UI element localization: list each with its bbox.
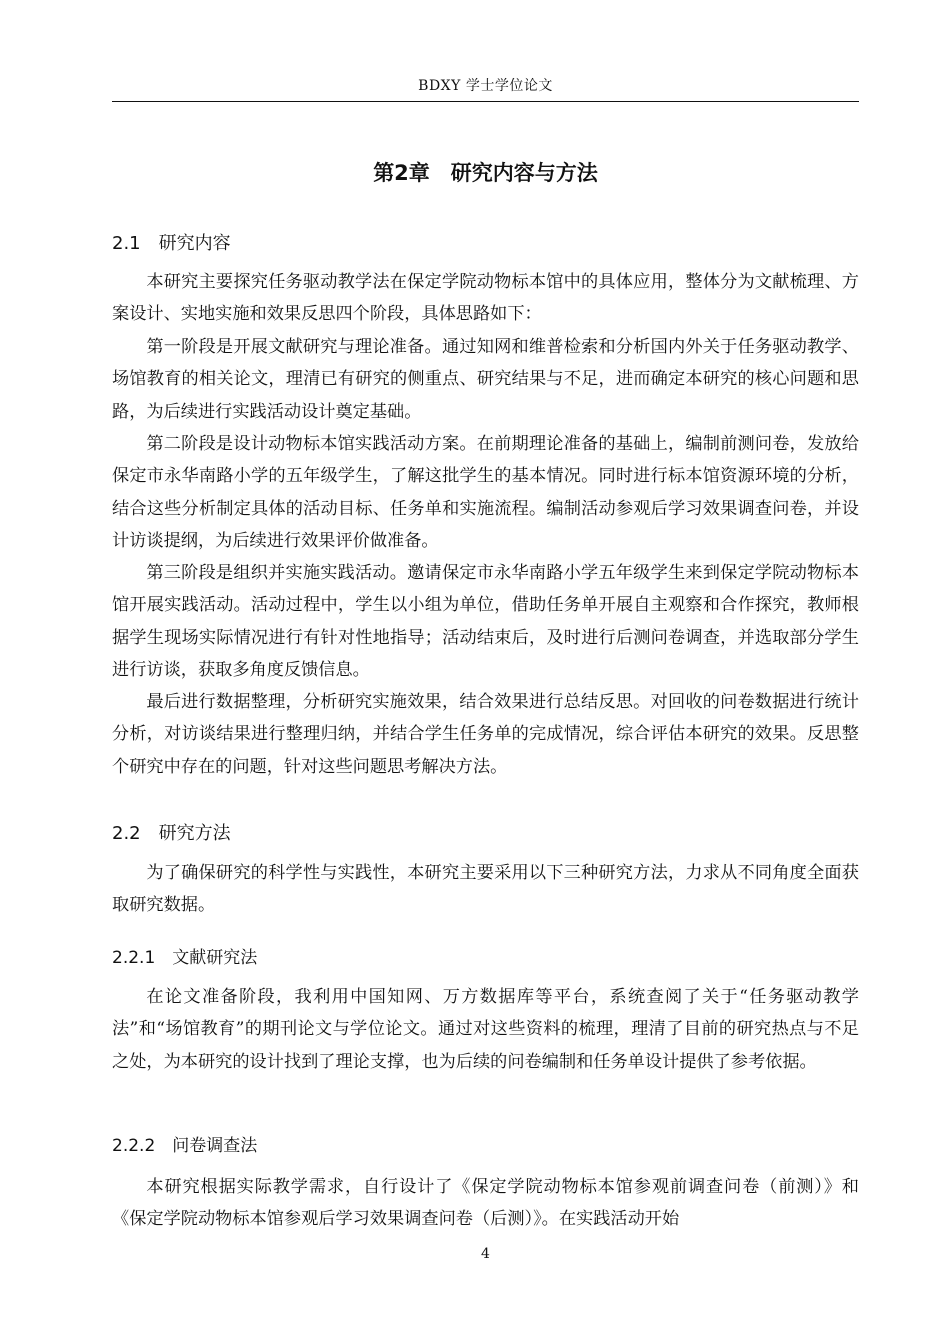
paragraph: 第三阶段是组织并实施实践活动。邀请保定市永华南路小学五年级学生来到保定学院动物标本馆开展实践活动。活动过程中，学生以小组为单位，借助任务单开展自主观察和合作探究，教师根据学生现场实际情况进行有针对性地指导；活动结束后，及时进行后测问卷调查，并选取部分学生进行访谈，获取多角度反馈信息。: [112, 563, 859, 680]
paragraph: 本研究主要探究任务驱动教学法在保定学院动物标本馆中的具体应用，整体分为文献梳理、方案设计、实地实施和效果反思四个阶段，具体思路如下：: [112, 272, 859, 325]
subsection-heading-2-2-1: 2.2.1 文献研究法: [112, 948, 258, 968]
section-heading-2-1: 2.1 研究内容: [112, 233, 231, 254]
chapter-title: 第2章 研究内容与方法: [373, 161, 598, 185]
page-number: 4: [481, 1246, 490, 1262]
paragraph: 第一阶段是开展文献研究与理论准备。通过知网和维普检索和分析国内外关于任务驱动教学、场馆教育的相关论文，理清已有研究的侧重点、研究结果与不足，进而确定本研究的核心问题和思路，为后续进行实践活动设计奠定基础。: [112, 337, 859, 422]
paragraph: 第二阶段是设计动物标本馆实践活动方案。在前期理论准备的基础上，编制前测问卷，发放给保定市永华南路小学的五年级学生，了解这批学生的基本情况。同时进行标本馆资源环境的分析，结合这些分析制定具体的活动目标、任务单和实施流程。编制活动参观后学习效果调查问卷，并设计访谈提纲，为后续进行效果评价做准备。: [112, 434, 859, 551]
paragraph: 最后进行数据整理，分析研究实施效果，结合效果进行总结反思。对回收的问卷数据进行统计分析，对访谈结果进行整理归纳，并结合学生任务单的完成情况，综合评估本研究的效果。反思整个研究中存在的问题，针对这些问题思考解决方法。: [112, 692, 859, 777]
paragraph: 在论文准备阶段，我利用中国知网、万方数据库等平台，系统查阅了关于“任务驱动教学法”和“场馆教育”的期刊论文与学位论文。通过对这些资料的梳理，理清了目前的研究热点与不足之处，为本研究的设计找到了理论支撑，也为后续的问卷编制和任务单设计提供了参考依据。: [112, 987, 859, 1072]
paragraph: 本研究根据实际教学需求，自行设计了《保定学院动物标本馆参观前调查问卷（前测）》和《保定学院动物标本馆参观后学习效果调查问卷（后测）》。在实践活动开始: [112, 1177, 859, 1230]
section-heading-2-2: 2.2 研究方法: [112, 823, 231, 844]
paragraph: 为了确保研究的科学性与实践性，本研究主要采用以下三种研究方法，力求从不同角度全面获取研究数据。: [112, 863, 859, 916]
subsection-heading-2-2-2: 2.2.2 问卷调查法: [112, 1136, 258, 1156]
header-rule: [112, 101, 859, 102]
running-header: BDXY 学士学位论文: [418, 78, 553, 94]
